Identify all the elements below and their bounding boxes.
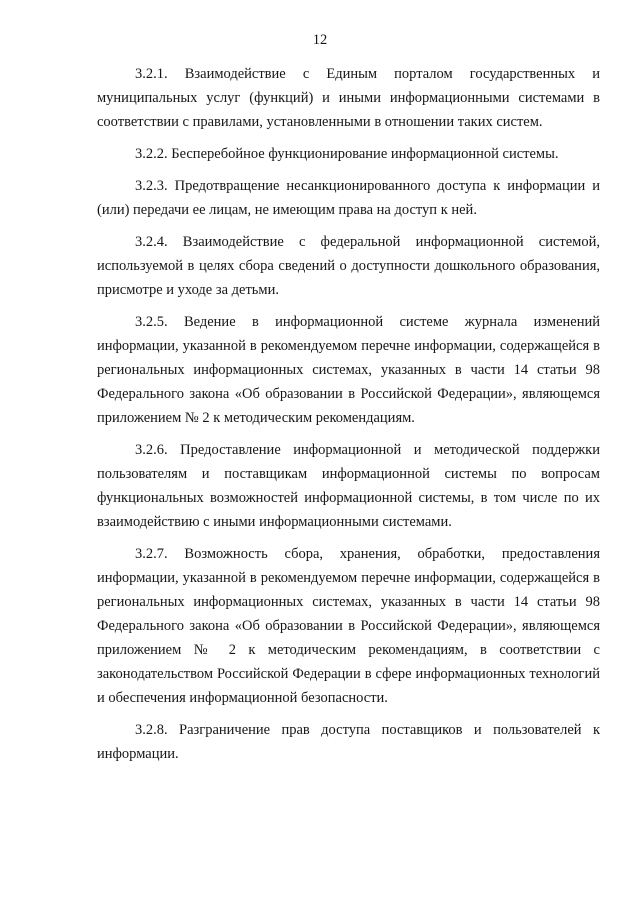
paragraph-3-2-7: 3.2.7. Возможность сбора, хранения, обработки, предоставления информации, указанной в рекомендуемом перечне информации, содержащейся в региональных информационных системах, указанных в части 14 статьи 98 Федерального закона «Об образовании в Российской Федерации», являющемся приложением № 2 к методическим рекомендациям, в соответствии с законодательством Российской Федерации в сфере информационных технологий и обеспечения информационной безопасности. [97, 546, 600, 706]
paragraph-3-2-1: 3.2.1. Взаимодействие с Единым порталом государственных и муниципальных услуг (функций) и иными информационными системами в соответствии с правилами, установленными в отношении таких систем. [97, 66, 600, 130]
paragraph-3-2-4: 3.2.4. Взаимодействие с федеральной информационной системой, используемой в целях сбора сведений о доступности дошкольного образования, присмотре и уходе за детьми. [97, 234, 600, 298]
paragraph-3-2-2: 3.2.2. Бесперебойное функционирование информационной системы. [135, 146, 559, 162]
paragraph-3-2-8: 3.2.8. Разграничение прав доступа поставщиков и пользователей к информации. [97, 722, 600, 762]
paragraph-3-2-3: 3.2.3. Предотвращение несанкционированного доступа к информации и (или) передачи ее лицам, не имеющим права на доступ к ней. [97, 178, 600, 218]
page-number: 12 [312, 32, 328, 48]
paragraph-3-2-6: 3.2.6. Предоставление информационной и методической поддержки пользователям и поставщикам информационной системы по вопросам функциональных возможностей информационной системы, в том числе по их взаимодействию с иными информационными системами. [97, 442, 600, 530]
paragraph-3-2-5: 3.2.5. Ведение в информационной системе журнала изменений информации, указанной в рекомендуемом перечне информации, содержащейся в региональных информационных системах, указанных в части 14 статьи 98 Федерального закона «Об образовании в Российской Федерации», являющемся приложением № 2 к методическим рекомендациям. [97, 314, 600, 426]
document-body [97, 62, 600, 766]
